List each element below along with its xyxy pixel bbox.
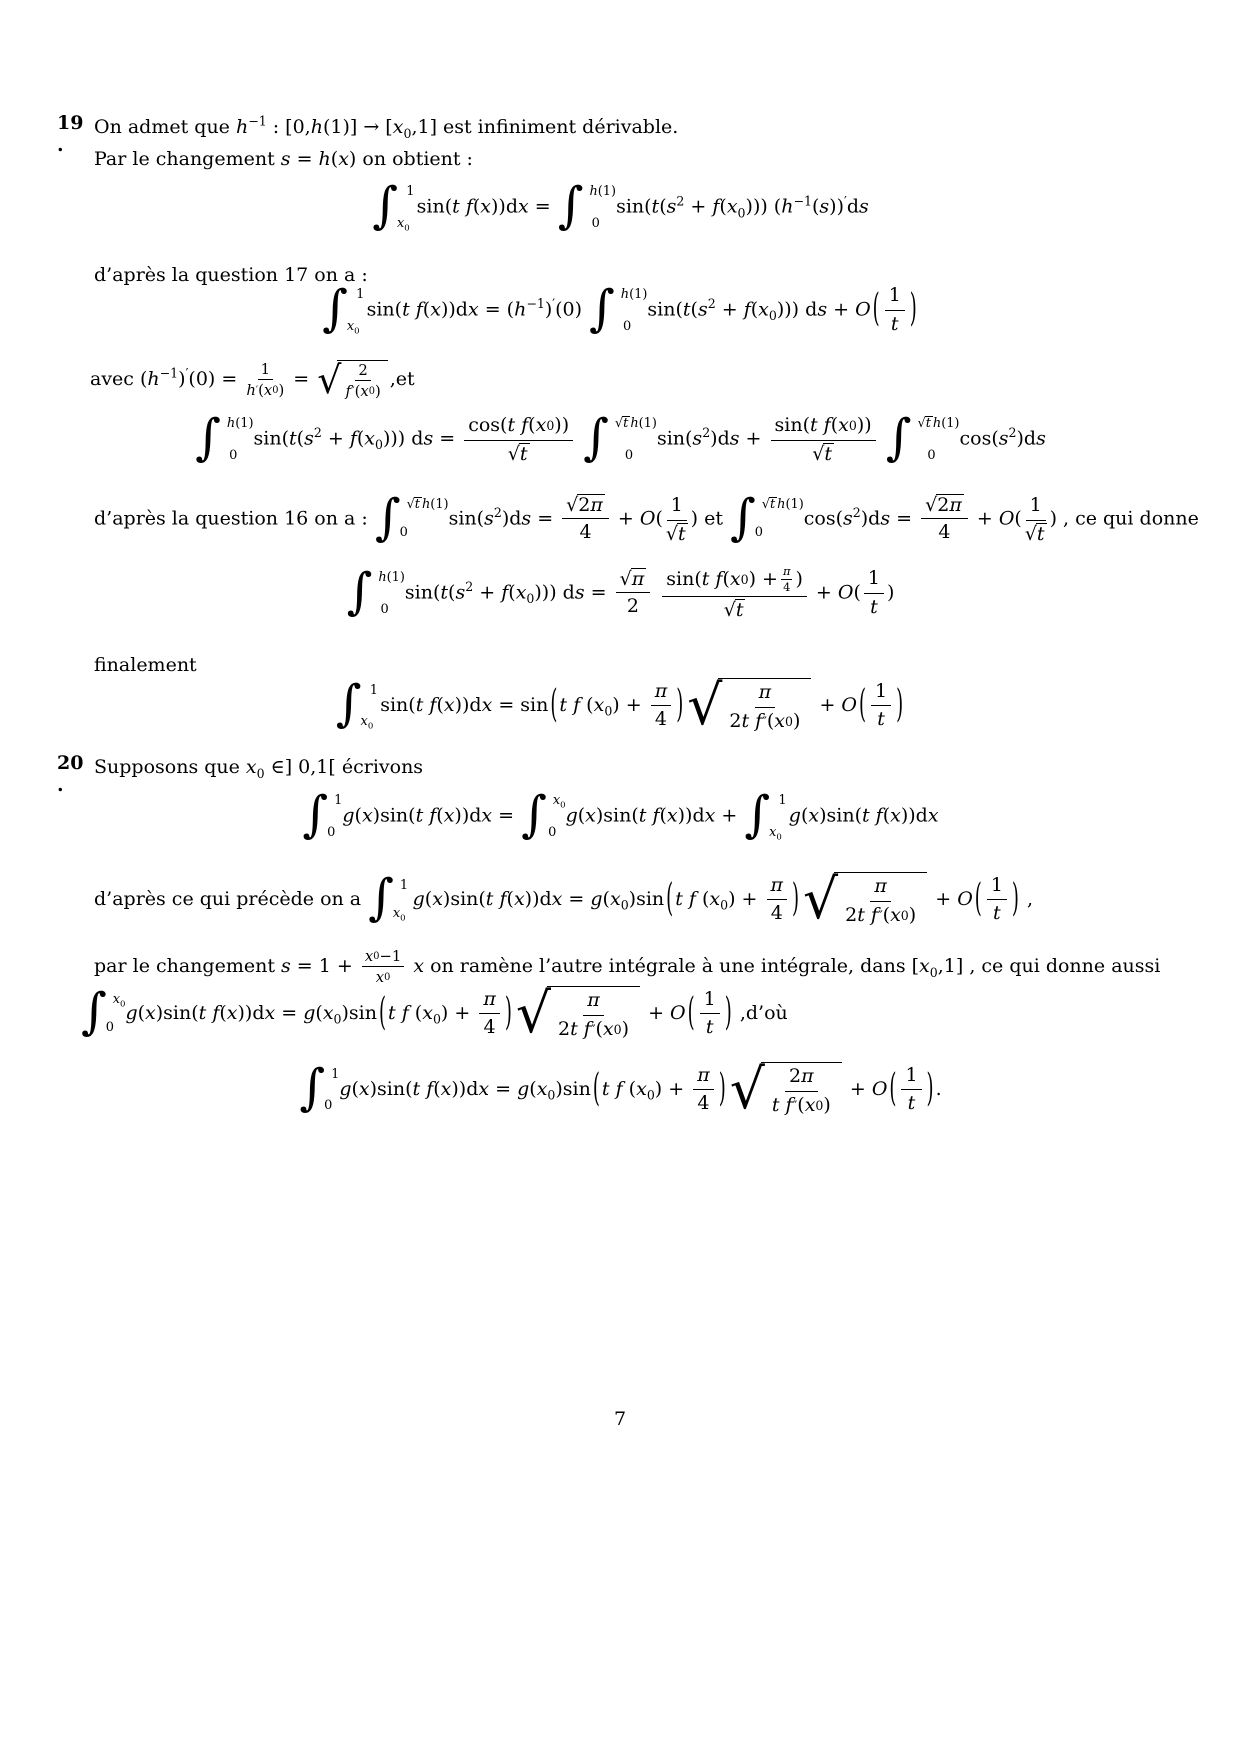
after-q16-line: d’après la question 16 on a : ∫ √t h(1) 0 $\sin(s^2)ds$ = $\frac{√2\pi}{4}$ + O( $\frac{1}{√t}$ ) et ∫ √t h(1) 0 $\cos(s^2)ds$ = $\frac{√2\pi}{4}$ + O( $\frac{1}{√t}$ ) , ce qui donne [94, 487, 1199, 546]
equation-change-of-variable: ∫ 1 $x_0$ sin(t f(x))dx = ∫ h(1) 0 $\sin(t(s^2 + f(x_0)))$ $(h^{-1}(s))'ds$ [372, 176, 869, 234]
item-20-number: 20 . [57, 752, 84, 796]
item-20 [57, 752, 1180, 796]
finalement-label: finalement [94, 654, 197, 676]
avec-derivative-line: avec $(h^{-1})'(0)$ = 1 h ′ ( x 0 ) = √ 2 f ″ ( x 0 ) ,et [90, 358, 415, 403]
equation-q17: ∫ 1 $x_0$ sin(t $f(x))dx = (h^{-1})'(0)$ ∫ h(1) 0 $\sin(t(s^2 + f(x_0)))$ ds + O ( $\frac{1}{t}$ ) [322, 278, 917, 337]
equation-final-19: ∫ 1 $x_0$ sin(t f(x))dx = sin ( t f $(x_0)$ + $\frac{\pi}{4}$ ) √ π 2 t f ″ ( x 0 ) + O ( $\frac{1}{t}$ ) [335, 673, 904, 738]
equation-fresnel-applied: ∫ h(1) 0 $\sin(t(s^2 + f(x_0)))$ ds = $\frac{√\pi}{2}$ sin( t f ( x 0 ) + $\frac{\pi}{4}$ ) √t + O( $\frac{1}{t}$ ) [346, 561, 895, 621]
after-q17-label: d’après la question 17 on a : [94, 264, 368, 286]
item-19-intro-line-1: On admet que $h^{-1}$ : $[0,h(1)] \to [x_0,1]$ est infiniment dérivable. [94, 113, 679, 141]
equation-final-20: ∫ 1 0 g(x)sin(t $f(x))dx = g(x_0)\sin$ ( t f $(x_0)$ + $\frac{\pi}{4}$ ) √ 2 π t f ″ ( x 0 ) + O ( $\frac{1}{t}$ ) . [299, 1057, 942, 1122]
change-of-variable-line: par le changement s = 1 + x 0 −1 x 0 x on ramène l’autre intégrale à une intégrale, dans $[x_0,1]$ , ce qui donne aussi [94, 948, 1161, 987]
item-19-intro-line-2: Par le changement s = h(x) on obtient : [94, 147, 473, 170]
equation-second-integral: ∫ $x_0$ 0 g(x)sin(t $f(x))dx = g(x_0)\sin$ ( t f $(x_0)$ + $\frac{\pi}{4}$ ) √ π 2 t f ″ ( x 0 ) + O ( $\frac{1}{t}$ ) ,d’où [81, 981, 788, 1046]
item-19 [57, 112, 1180, 176]
item-19-number: 19 . [57, 112, 84, 156]
item-19-intro [94, 112, 678, 176]
equation-split-cos-sin: ∫ h(1) 0 $\sin(t(s^2 + f(x_0)))$ ds = cos( t f ( x 0 )) √t ∫ √t h(1) 0 $\sin(s^2)ds$ + sin( t f ( x 0 )) √t ∫ √t h(1) 0 $\cos(s^2)ds$ [195, 407, 1046, 466]
after-precede-line: d’après ce qui précède on a ∫ 1 $x_0$ g(x)sin(t $f(x))dx = g(x_0)\sin$ ( t f $(x_0)$ + $\frac{\pi}{4}$ ) √ π 2 t f ″ ( x 0 ) + O ( $\frac{1}{t}$ ) , [94, 867, 1034, 932]
page-number: 7 [613, 1408, 627, 1430]
equation-split-integral: ∫ 1 0 g(x)sin(t f(x))dx = ∫ $x_0$ 0 g(x)sin(t f(x))dx + ∫ 1 $x_0$ g(x)sin(t f(x))dx [302, 785, 939, 843]
item-20-intro [94, 752, 423, 796]
item-20-intro-line: Supposons que $x_0$ ∈] 0,1[ écrivons [94, 756, 424, 781]
